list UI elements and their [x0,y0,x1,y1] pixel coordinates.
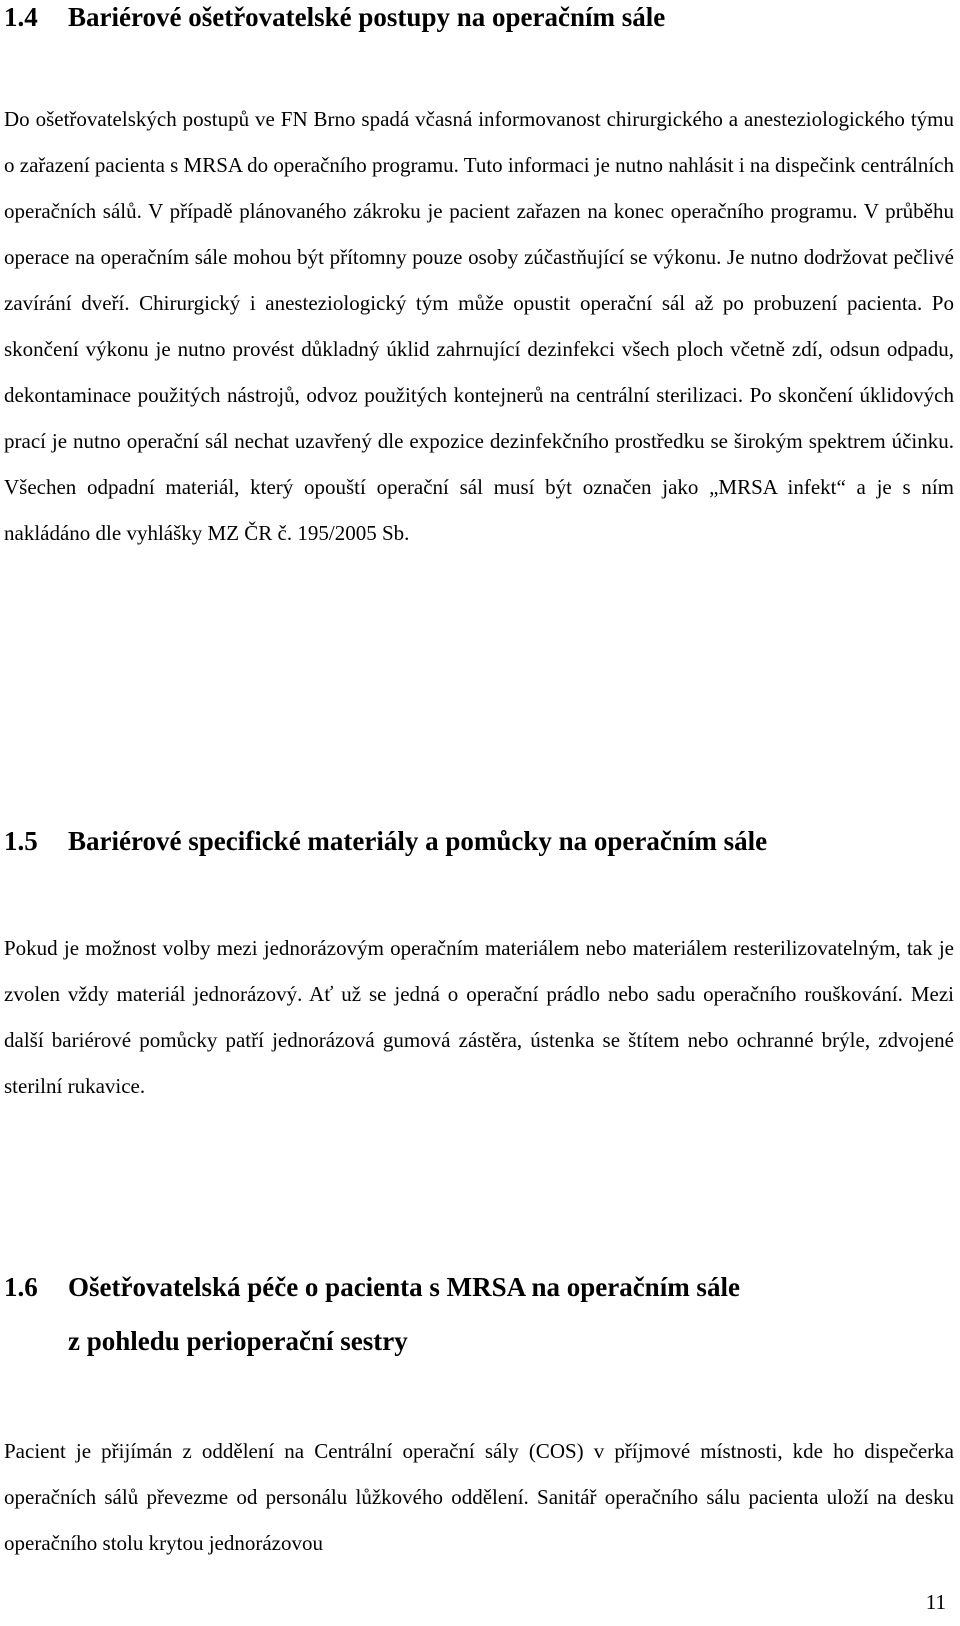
section-1-4-paragraph: Do ošetřovatelských postupů ve FN Brno spadá včasná informovanost chirurgického a anesteziologického týmu o zařazení pacienta s MRSA do operačního programu. Tuto informaci je nutno nahlásit i na dispečink centrálních operačních sálů. V případě plánovaného zákroku je pacient zařazen na konec operačního programu. V průběhu operace na operačním sále mohou být přítomny pouze osoby zúčastňující se výkonu. Je nutno dodržovat pečlivé zavírání dveří. Chirurgický i anesteziologický tým může opustit operační sál až po probuzení pacienta. Po skončení výkonu je nutno provést důkladný úklid zahrnující dezinfekci všech ploch včetně zdí, odsun odpadu, dekontaminace použitých nástrojů, odvoz použitých kontejnerů na centrální sterilizaci. Po skončení úklidových prací je nutno operační sál nechat uzavřený dle expozice dezinfekčního prostředku se širokým spektrem účinku. Všechen odpadní materiál, který opouští operační sál musí být označen jako „MRSA infekt“ a je s ním nakládáno dle vyhlášky MZ ČR č. 195/2005 Sb. [4,107,955,545]
section-title: Bariérové specifické materiály a pomůcky na operačním sále [68,826,768,856]
section-1-5-paragraph: Pokud je možnost volby mezi jednorázovým operačním materiálem nebo materiálem resterilizovatelným, tak je zvolen vždy materiál jednorázový. Ať už se jedná o operační prádlo nebo sadu operačního rouškování. Mezi další bariérové pomůcky patří jednorázová gumová zástěra, ústenka se štítem nebo ochranné brýle, zdvojené sterilní rukavice. [4,936,954,1098]
section-heading-1-4 [4,0,954,44]
section-heading-1-5 [4,814,954,868]
section-1-4 [4,0,954,44]
section-1-6 [4,1260,954,1368]
section-title: Bariérové ošetřovatelské postupy na operačním sále [68,2,666,32]
page-number: 11 [925,1590,946,1614]
section-title-continuation: z pohledu perioperační sestry [68,1326,408,1356]
section-heading-1-6 [4,1260,954,1368]
section-title: Ošetřovatelská péče o pacienta s MRSA na operačním sále [68,1272,740,1302]
section-number: 1.4 [4,2,38,32]
section-number: 1.5 [4,826,38,856]
section-1-5 [4,814,954,868]
section-1-6-paragraph: Pacient je přijímán z oddělení na Centrální operační sály (COS) v příjmové místnosti, kde ho dispečerka operačních sálů převezme od personálu lůžkového oddělení. Sanitář operačního sálu pacienta uloží na desku operačního stolu krytou jednorázovou [4,1439,954,1555]
section-number: 1.6 [4,1272,38,1302]
